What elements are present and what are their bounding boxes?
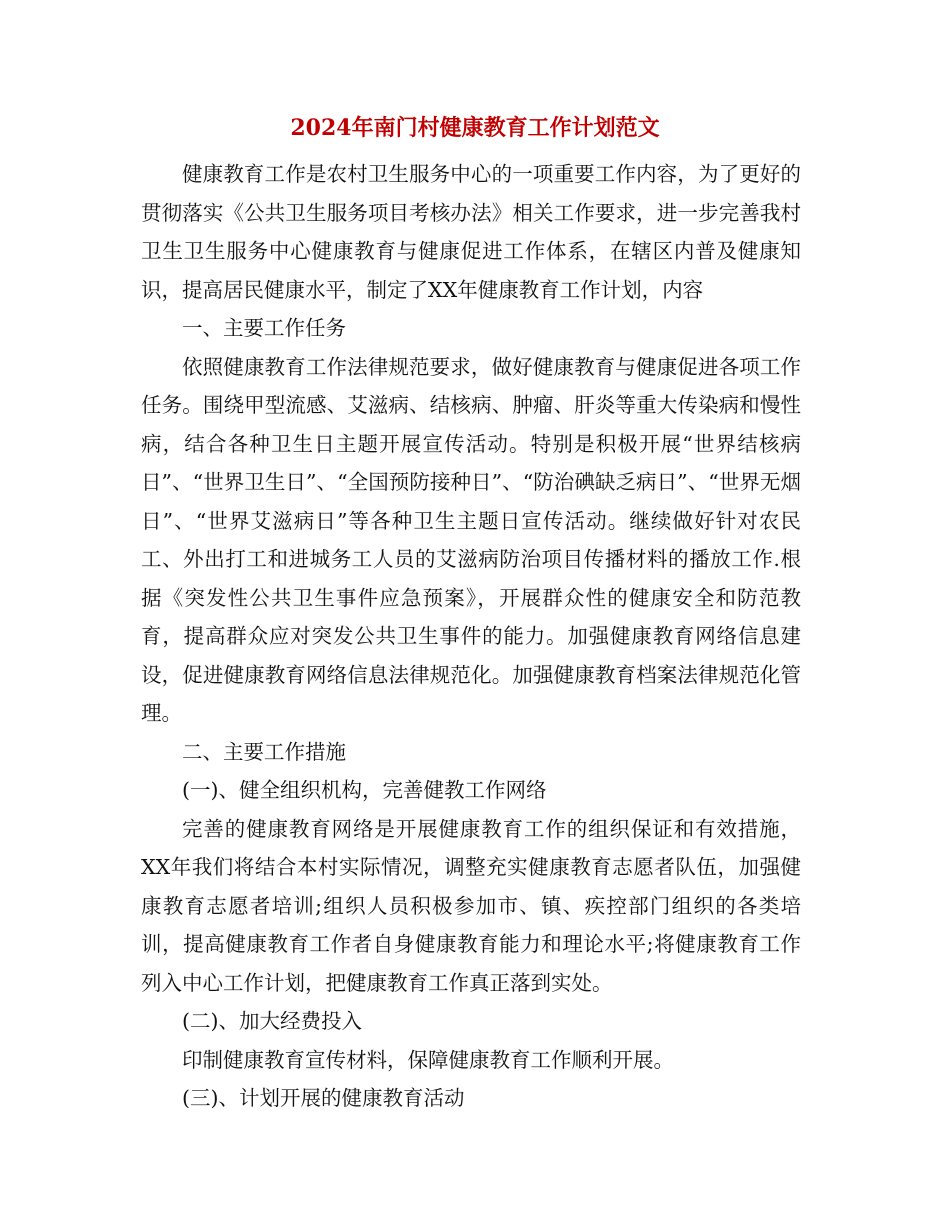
paragraph-funding: 印制健康教育宣传材料，保障健康教育工作顺利开展。 xyxy=(182,1047,674,1072)
section-heading-measures: 二、主要工作措施 xyxy=(182,739,346,764)
document-body xyxy=(141,155,801,1118)
section-heading-tasks: 一、主要工作任务 xyxy=(182,316,346,340)
subheading-organization: (一)、健全组织机构，完善健教工作网络 xyxy=(182,778,547,802)
document-title: 2024年南门村健康教育工作计划范文 xyxy=(290,115,660,141)
paragraph-organization: 完善的健康教育网络是开展健康教育工作的组织保证和有效措施，XX年我们将结合本村实际情况，调整充实健康教育志愿者队伍，加强健康教育志愿者培训;组织人员积极参加市、镇、疾控部门组织的各类培训，提高健康教育工作者自身健康教育能力和理论水平;将健康教育工作列入中心工作计划，把健康教育工作真正落到实处。 xyxy=(141,816,801,995)
subheading-activities: (三)、计划开展的健康教育活动 xyxy=(182,1086,465,1110)
subheading-funding: (二)、加大经费投入 xyxy=(182,1009,362,1033)
paragraph-tasks: 依照健康教育工作法律规范要求，做好健康教育与健康促进各项工作任务。围绕甲型流感、艾滋病、结核病、肿瘤、肝炎等重大传染病和慢性病，结合各种卫生日主题开展宣传活动。特别是积极开展“世界结核病日”、“世界卫生日”、“全国预防接种日”、“防治碘缺乏病日”、“世界无烟日”、“世界艾滋病日”等各种卫生主题日宣传活动。继续做好针对农民工、外出打工和进城务工人员的艾滋病防治项目传播材料的播放工作.根据《突发性公共卫生事件应急预案》，开展群众性的健康安全和防范教育，提高群众应对突发公共卫生事件的能力。加强健康教育网络信息建设，促进健康教育网络信息法律规范化。加强健康教育档案法律规范化管理。 xyxy=(141,354,801,725)
paragraph-intro: 健康教育工作是农村卫生服务中心的一项重要工作内容，为了更好的贯彻落实《公共卫生服务项目考核办法》相关工作要求，进一步完善我村卫生卫生服务中心健康教育与健康促进工作体系，在辖区内普及健康知识，提高居民健康水平，制定了XX年健康教育工作计划，内容 xyxy=(141,162,801,302)
